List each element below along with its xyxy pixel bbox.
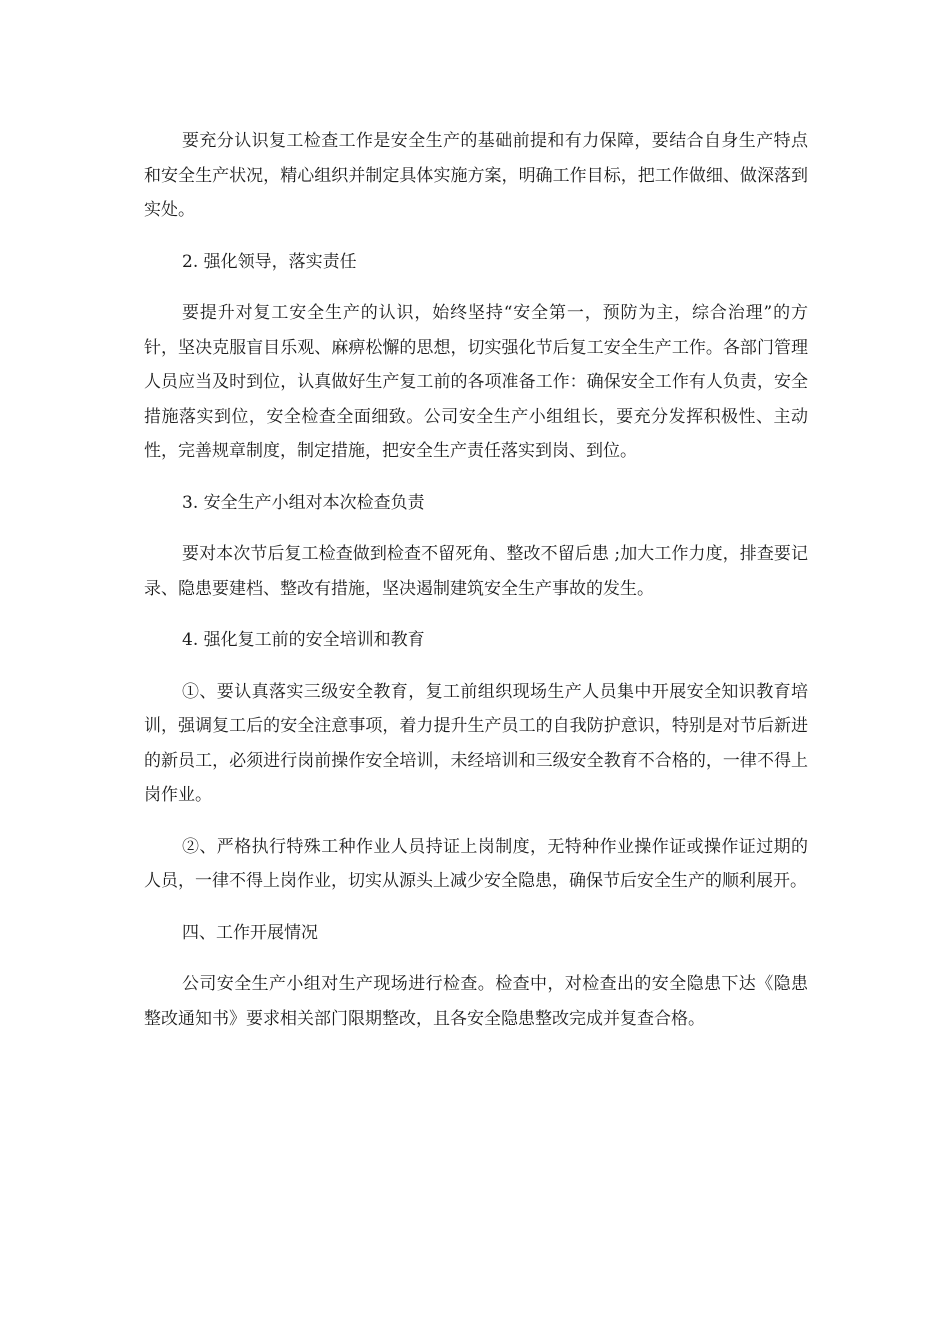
paragraph-leadership: 要提升对复工安全生产的认识，始终坚持“安全第一，预防为主，综合治理”的方针，坚决克服盲目乐观、麻痹松懈的思想，切实强化节后复工安全生产工作。各部门管理人员应当及时到位，认真做好生产复工前的各项准备工作：确保安全工作有人负责，安全措施落实到位，安全检查全面细致。公司安全生产小组组长，要充分发挥积极性、主动性，完善规章制度，制定措施，把安全生产责任落实到岗、到位。 (144, 303, 808, 461)
paragraph-work-requirements: 要充分认识复工检查工作是安全生产的基础前提和有力保障，要结合自身生产特点和安全生产状况，精心组织并制定具体实施方案，明确工作目标，把工作做细、做深落到实处。 (144, 131, 808, 220)
paragraph-inspection-responsibility: 要对本次节后复工检查做到检查不留死角、整改不留后患 ;加大工作力度，排查要记录、隐患要建档、整改有措施，坚决遏制建筑安全生产事故的发生。 (144, 544, 808, 599)
section-heading-4: 4. 强化复工前的安全培训和教育 (182, 630, 425, 650)
paragraph-work-progress: 公司安全生产小组对生产现场进行检查。检查中，对检查出的安全隐患下达《隐患整改通知书》要求相关部门限期整改，且各安全隐患整改完成并复查合格。 (144, 974, 808, 1029)
document-body (144, 124, 808, 1053)
paragraph-training-1: ①、要认真落实三级安全教育，复工前组织现场生产人员集中开展安全知识教育培训，强调复工后的安全注意事项，着力提升生产员工的自我防护意识，特别是对节后新进的新员工，必须进行岗前操作安全培训，未经培训和三级安全教育不合格的，一律不得上岗作业。 (144, 681, 808, 805)
section-heading-work-progress: 四、工作开展情况 (182, 922, 318, 943)
section-heading-2: 2. 强化领导，落实责任 (182, 251, 357, 272)
paragraph-training-2: ②、严格执行特殊工种作业人员持证上岗制度，无特种作业操作证或操作证过期的人员，一律不得上岗作业，切实从源头上减少安全隐患，确保节后安全生产的顺利展开。 (144, 836, 808, 891)
section-heading-3: 3. 安全生产小组对本次检查负责 (182, 492, 425, 513)
